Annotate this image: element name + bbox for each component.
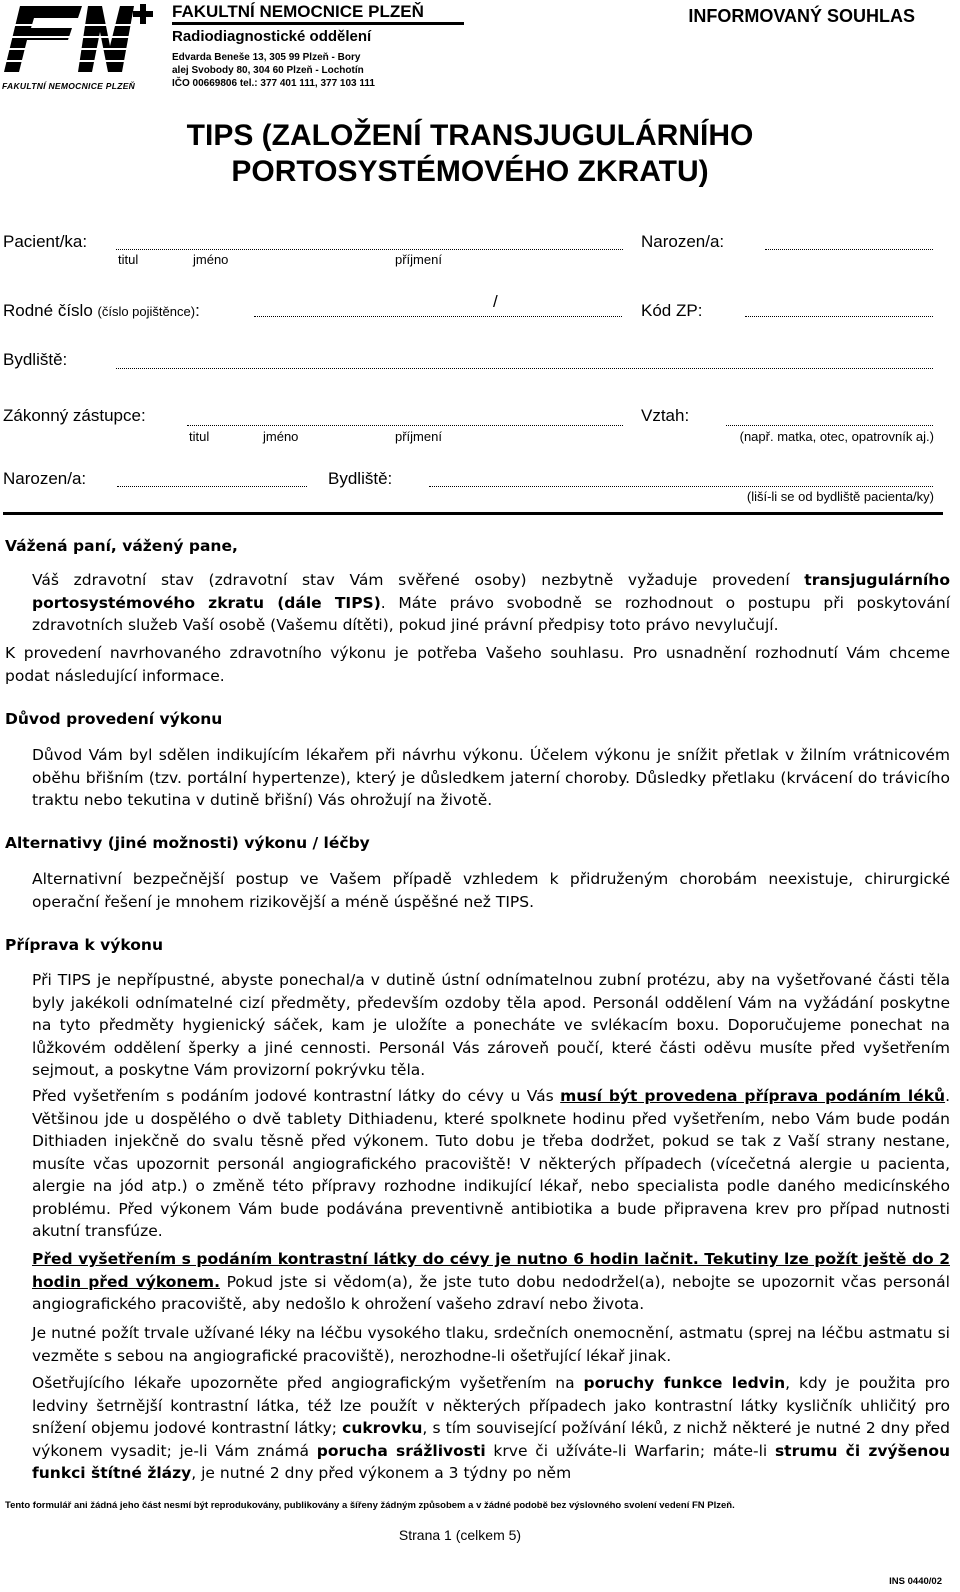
header-bar (172, 22, 464, 25)
form-code: INS 0440/02 (889, 1576, 942, 1587)
contact-line: IČO 00669806 tel.: 377 401 111, 377 103 111 (172, 78, 375, 89)
address-line-2: alej Svobody 80, 304 60 Plzeň - Lochotín (172, 65, 364, 76)
preparation-paragraph-2: Před vyšetřením s podáním jodové kontrastní látky do cévy u Vás musí být provedena příprava podáním léků. Většinou jde u dospělého o dvě tablety Dithiadenu, které spolknete hodinu před vyšetřením, nebo Vám bude podán Dithiaden injekčně do svalu těsně před výkonem. Tuto dobu je třeba dodržet, pokud se tak z Vaší strany nestane, musíte včas upozornit personál angiografického pracoviště! V některých případech (vícečetná alergie u pacienta, alergie na jód atp.) o změně této přípravy rozhodne indikující lékař, nebo specialista podle daného medicínského problému. Před výkonem Vám bude podávána preventivně antibiotika a bude připravena krev pro případ nutnosti akutní transfúze. (32, 1087, 950, 1240)
patient-label: Pacient/ka: (3, 232, 88, 251)
copyright-notice: Tento formulář ani žádná jeho část nesmí být reprodukovány, publikovány a šířeny žádným způsobem a v žádné podobě bez výslovného svolení vedení FN Plzeň. (5, 1500, 735, 1511)
vztah-label: Vztah: (641, 406, 690, 425)
department: Radiodiagnostické oddělení (172, 28, 372, 45)
reason-heading: Důvod provedení výkonu (5, 710, 223, 728)
kod-zp-field[interactable] (745, 316, 933, 317)
fn-logo-icon (2, 2, 162, 76)
title-line-1: TIPS (ZALOŽENÍ TRANSJUGULÁRNÍHO (186, 119, 754, 152)
form-divider (3, 512, 943, 515)
logo-caption: FAKULTNÍ NEMOCNICE PLZEŇ (2, 81, 136, 91)
rc-slash: / (493, 292, 498, 311)
preparation-paragraph-3: Před vyšetřením s podáním kontrastní látky do cévy je nutno 6 hodin lačnit. Tekutiny lze požít ještě do 2 hodin před výkonem. Pokud jste si vědom(a), že jste tuto dobu nedodržel(a), nebojte se upozornit včas personál angiografického pracoviště, aby nedošlo k ohrožení vašeho zdraví nebo života. (32, 1250, 950, 1313)
patient-jmeno-hint: jméno (193, 252, 229, 267)
rep-bydliste-field[interactable] (429, 486, 933, 487)
born-field[interactable] (765, 249, 933, 250)
bydliste-label: Bydliště: (3, 350, 68, 369)
kod-zp-label: Kód ZP: (641, 301, 703, 320)
hospital-logo (2, 2, 162, 90)
zastupce-name-field[interactable] (187, 425, 623, 426)
greeting: Vážená paní, vážený pane, (5, 537, 238, 555)
zastupce-prijmeni-hint: příjmení (395, 429, 442, 444)
preparation-paragraph-1: Při TIPS je nepřípustné, abyste ponechal/a v dutině ústní odnímatelnou zubní protézu, aby na vyšetřované části těla byly jakékoli odnímatelné cizí předměty, především ozdoby těla apod. Personál oddělení Vám na vyžádání poskytne na tyto předměty hygienický sáček, kam je uložíte a ponecháte ve svlékacím boxu. Doporučujeme ponechat na lůžkovém oddělení šperky a jiné cennosti. Personál Vás zároveň poučí, které části oděvu musíte před vyšetřením sejmout, a poskytne Vám provizorní pokrývku těla. (32, 971, 950, 1079)
bydliste-field[interactable] (116, 368, 933, 369)
preparation-paragraph-5: Ošetřujícího lékaře upozorněte před angiografickým vyšetřením na poruchy funkce ledvin, kdy je použita pro ledviny šetrnější kontrastní látka, též lze použít v některých případech jako kontrastní látky kysličník uhličitý pro snížení objemu jodové kontrastní látky; cukrovku, s tím související požívání léků, z nichž některé je nutné 2 dny před výkonem vysadit; je-li Vám známá porucha srážlivosti krve či užíváte-li Warfarin; máte-li strumu či zvýšenou funkci štítné žlázy, je nutné 2 dny před výkonem a 3 týdny po něm (32, 1374, 951, 1482)
patient-name-field[interactable] (116, 249, 623, 250)
rc-field[interactable] (254, 316, 622, 317)
rep-born-field[interactable] (117, 486, 307, 487)
alternatives-heading: Alternativy (jiné možnosti) výkonu / léčby (5, 834, 370, 852)
page-title (0, 118, 940, 190)
rep-bydliste-label: Bydliště: (328, 469, 393, 488)
vztah-note: (např. matka, otec, opatrovník aj.) (739, 429, 934, 444)
rc-label: Rodné číslo (číslo pojištěnce): (3, 301, 200, 320)
zastupce-titul-hint: titul (189, 429, 210, 444)
address-line-1: Edvarda Beneše 13, 305 99 Plzeň - Bory (172, 52, 361, 63)
preparation-paragraph-4: Je nutné požít trvale užívané léky na léčbu vysokého tlaku, srdečních onemocnění, astmatu (sprej na léčbu astmatu si vezměte s sebou na angiografické pracoviště), nerozhodne-li ošetřující lékař jinak. (32, 1324, 950, 1365)
intro-paragraph-1: Váš zdravotní stav (zdravotní stav Vám svěřené osoby) nezbytně vyžaduje provedení transjugulárního portosystémového zkratu (dále TIPS). Máte právo svobodně se rozhodnout o postupu při poskytování zdravotních služeb Vaší osobě (Vašemu dítěti), pokud jiné právní předpisy toto právo nevylučují. (32, 571, 950, 634)
document-type: INFORMOVANÝ SOUHLAS (688, 6, 915, 26)
patient-titul-hint: titul (118, 252, 139, 267)
alternatives-paragraph: Alternativní bezpečnější postup ve Vašem případě vzhledem k přidruženým chorobám neexistuje, chirurgické operační řešení je mnohem rizikovější a méně úspěšné než TIPS. (32, 870, 950, 911)
vztah-field[interactable] (726, 425, 933, 426)
hospital-name: FAKULTNÍ NEMOCNICE PLZEŇ (172, 2, 424, 21)
preparation-heading: Příprava k výkonu (5, 936, 163, 954)
zastupce-label: Zákonný zástupce: (3, 406, 146, 425)
born-label: Narozen/a: (641, 232, 725, 251)
reason-paragraph: Důvod Vám byl sdělen indikujícím lékařem při návrhu výkonu. Účelem výkonu je snížit přetlak v žilním vrátnicovém oběhu břišním (tzv. portální hypertenze), který je důsledkem jaterní choroby. Důsledky přetlaku (krvácení do trávicího traktu nebo tekutina v dutině břišní) Vás ohrožují na životě. (32, 746, 950, 809)
page-number: Strana 1 (celkem 5) (398, 1527, 522, 1543)
zastupce-jmeno-hint: jméno (263, 429, 299, 444)
rep-born-label: Narozen/a: (3, 469, 87, 488)
intro-paragraph-2: K provedení navrhovaného zdravotního výkonu je potřeba Vašeho souhlasu. Pro usnadnění rozhodnutí Vám chceme podat následující informace. (5, 644, 950, 685)
title-line-2: PORTOSYSTÉMOVÉHO ZKRATU) (231, 155, 709, 188)
patient-prijmeni-hint: příjmení (395, 252, 442, 267)
rep-bydliste-note: (liší-li se od bydliště pacienta/ky) (746, 489, 934, 504)
